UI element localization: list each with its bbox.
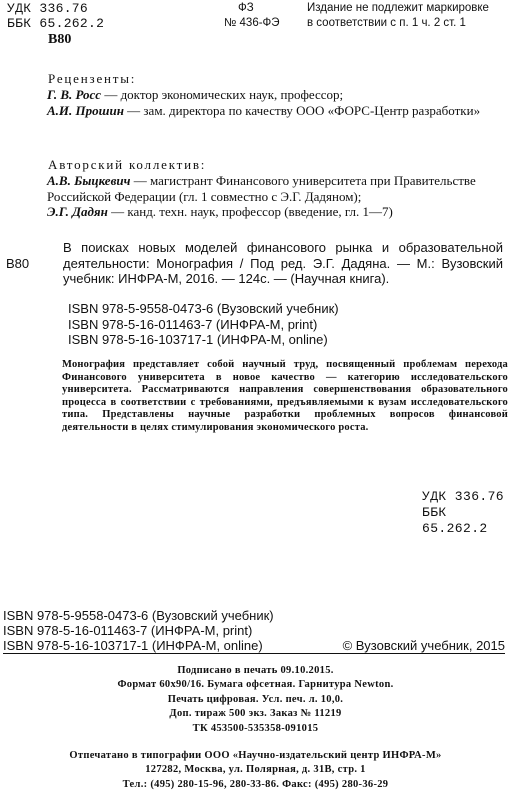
law-number: № 436-ФЭ	[224, 17, 280, 29]
author-name: Э.Г. Дадян	[47, 204, 108, 219]
isbn-list	[68, 301, 339, 348]
authors-heading: Авторский коллектив:	[48, 157, 207, 172]
printer-info	[0, 749, 511, 792]
imprint-line: Формат 60х90/16. Бумага офсетная. Гарнитура Newton.	[117, 679, 394, 691]
annotation: Монография представляет собой научный труд, посвященный проблемам перехода Финансового университета в новое качество — категорию исследовательского университета. Рассматриваются направления совершенствования образовательного процесса в соответствии с требованиями, предъявляемыми к вузам исследовательского типа. Представлены научные разработки проблемных вопросов финансовой деятельности в целях стимулирования экономического роста.	[62, 359, 508, 433]
printer-line: Отпечатано в типографии ООО «Научно-издательский центр ИНФРА-М»	[69, 750, 442, 761]
bbk-code: ББК 65.262.2	[422, 505, 488, 536]
top-codes	[7, 1, 104, 31]
isbn-copyright-row	[3, 638, 505, 654]
reviewer-name: А.И. Прошин	[47, 102, 124, 118]
isbn-item: ISBN 978-5-16-011463-7 (ИНФРА-М, print)	[68, 316, 318, 332]
bibliographic-entry: В поисках новых моделей финансового рынка и образовательной деятельности: Монография / Под ред. Э.Г. Дадяна. — М.: Вузовский учебник: ИНФРА-М, 2016. — 124с. — (Научная книга).	[63, 240, 503, 286]
isbn-item: ISBN 978-5-16-103717-1 (ИНФРА-М, online)	[3, 638, 263, 653]
isbn-item: ISBN 978-5-9558-0473-6 (Вузовский учебник)	[3, 608, 274, 623]
classification-codes	[422, 489, 511, 537]
law-reference	[224, 1, 280, 31]
author-text: — канд. техн. наук, профессор (введение, гл. 1—7)	[107, 204, 393, 219]
shelf-code: В80	[48, 32, 72, 47]
udk-code: УДК 336.76	[7, 1, 89, 16]
authors-list	[47, 173, 499, 220]
printer-line: Тел.: (495) 280-15-96, 280-33-86. Факс: (495) 280-36-29	[122, 778, 389, 790]
reviewer-text: — зам. директора по качеству ООО «ФОРС-Центр разработки»	[123, 102, 481, 118]
biblio-shelf-code: В80	[6, 256, 30, 271]
reviewers-list	[47, 87, 499, 118]
imprint-line: Подписано в печать 09.10.2015.	[177, 665, 334, 676]
imprint-line: Доп. тираж 500 экз. Заказ № 11219	[169, 708, 342, 720]
reviewer-name: Г. В. Росс	[47, 87, 102, 102]
reviewer-item	[47, 103, 499, 119]
isbn-copyright-block	[3, 608, 505, 654]
isbn-item: ISBN 978-5-9558-0473-6 (Вузовский учебник)	[68, 301, 339, 316]
bbk-code: ББК 65.262.2	[7, 16, 105, 31]
printer-line: 127282, Москва, ул. Полярная, д. 31В, стр. 1	[145, 764, 366, 776]
author-text: — магистрант Финансового университета при Правительстве Российской Федерации (гл. 1 совместно с Э.Г. Дадяном);	[47, 173, 476, 204]
imprint-line: ТК 453500-535358-091015	[192, 722, 319, 734]
copyright: © Вузовский учебник, 2015	[342, 638, 505, 653]
law-fz: ФЗ	[238, 2, 254, 14]
isbn-item: ISBN 978-5-16-011463-7 (ИНФРА-М, print)	[3, 623, 253, 638]
reviewer-text: — доктор экономических наук, профессор;	[101, 87, 344, 102]
udk-code: УДК 336.76	[422, 489, 505, 504]
isbn-item: ISBN 978-5-16-103717-1 (ИНФРА-М, online)	[68, 332, 328, 347]
author-name: А.В. Быцкевич	[47, 173, 131, 188]
author-item	[47, 204, 499, 220]
marking-line-1: Издание не подлежит маркировке	[307, 2, 489, 14]
author-item	[47, 173, 499, 204]
imprint	[0, 664, 511, 736]
marking-line-2: в соответствии с п. 1 ч. 2 ст. 1	[307, 17, 466, 29]
marking-note	[307, 1, 489, 31]
reviewers-heading: Рецензенты:	[48, 71, 137, 86]
reviewer-item	[47, 87, 499, 103]
imprint-line: Печать цифровая. Усл. печ. л. 10,0.	[167, 693, 344, 705]
